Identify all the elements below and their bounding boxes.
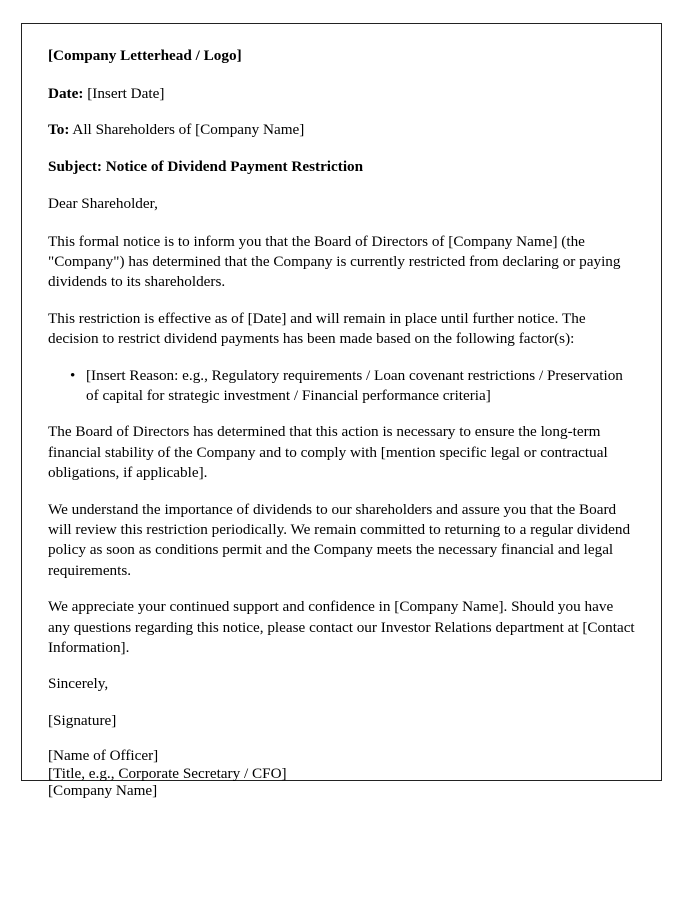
company-letterhead: [Company Letterhead / Logo] [48,47,242,64]
recipient-value: All Shareholders of [Company Name] [72,121,305,138]
signature-block [48,747,635,799]
officer-title: [Title, e.g., Corporate Secretary / CFO] [48,764,287,782]
reason-list [48,366,635,407]
officer-company: [Company Name] [48,782,158,800]
recipient-line [48,120,635,140]
paragraph-5: We appreciate your continued support and confidence in [Company Name]. Should you have any questions regarding this notice, please contact our Investor Relations department at [Contact Information]. [48,598,635,656]
paragraph-1: This formal notice is to inform you that the Board of Directors of [Company Name] (the "Company") has determined that the Company is currently restricted from declaring or paying dividends to its shareholders. [48,232,621,291]
date-line [48,84,635,104]
signature-placeholder: [Signature] [48,711,117,729]
date-label: Date: [48,84,84,102]
officer-name: [Name of Officer] [48,747,159,765]
recipient-label: To: [48,121,70,138]
document-body [22,24,661,800]
closing-line: Sincerely, [48,675,109,693]
paragraph-2: This restriction is effective as of [Date] and will remain in place until further notice. The decision to restrict dividend payments has been made based on the following factor(s): [48,309,586,348]
salutation: Dear Shareholder, [48,195,158,212]
date-value: [Insert Date] [87,84,165,102]
paragraph-3: The Board of Directors has determined that this action is necessary to ensure the long-term financial stability of the Company and to comply with [mention specific legal or contractual obligations, if applicable]. [48,423,608,482]
document-page [21,23,662,800]
subject-line: Subject: Notice of Dividend Payment Restriction [48,157,364,175]
list-item: • [Insert Reason: e.g., Regulatory requirements / Loan covenant restrictions / Preservation of capital for strategic investment / Financial performance criteria] [48,366,635,407]
paragraph-4: We understand the importance of dividends to our shareholders and assure you that the Board will review this restriction periodically. We remain committed to returning to a regular dividend policy as soon as conditions permit and the Company meets the necessary financial and legal requirements. [48,500,631,579]
